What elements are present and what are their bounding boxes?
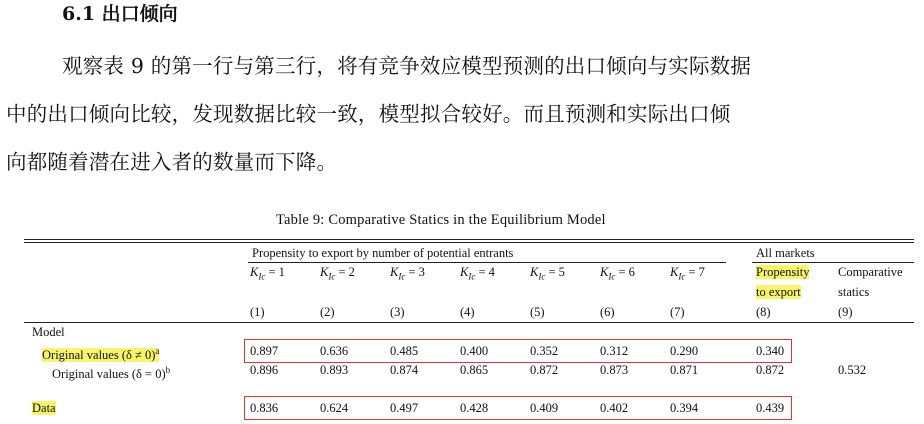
table-cell: 0.896 — [250, 363, 279, 377]
col-number-7: (7) — [670, 305, 685, 319]
table-cell: 0.874 — [390, 363, 419, 377]
col9-header-line2: statics — [838, 285, 870, 299]
row-label-original-delta-nonzero: Original values (δ ≠ 0)$^a$ — [42, 346, 160, 363]
table-cell: 0.872 — [756, 363, 785, 377]
col-number-6: (6) — [600, 305, 615, 319]
k-header-6: $K_{Ic} = 6$ — [600, 265, 635, 282]
col-number-9: (9) — [838, 305, 853, 319]
section-heading: 6.1 出口倾向 — [62, 3, 178, 25]
k-header-2: $K_{Ic} = 2$ — [320, 265, 355, 282]
col-number-8: (8) — [756, 305, 771, 319]
table-cell: 0.428 — [460, 401, 489, 415]
col-number-1: (1) — [250, 305, 265, 319]
paragraph-line-3: 向都随着潜在进入者的数量而下降。 — [6, 150, 338, 174]
col-number-5: (5) — [530, 305, 545, 319]
table-cell: 0.624 — [320, 401, 349, 415]
k-header-7: $K_{Ic} = 7$ — [670, 265, 705, 282]
table-cell: 0.897 — [250, 344, 279, 358]
table-cell: 0.402 — [600, 401, 629, 415]
paragraph-line-1: 观察表 9 的第一行与第三行，将有竞争效应模型预测的出口倾向与实际数据 — [62, 54, 752, 78]
table-cell: 0.340 — [756, 344, 785, 358]
table-cell: 0.872 — [530, 363, 559, 377]
top-rule-double — [24, 242, 914, 243]
table-cell: 0.485 — [390, 344, 419, 358]
table-cell: 0.532 — [838, 363, 867, 377]
table-cell: 0.636 — [320, 344, 349, 358]
k-header-5: $K_{Ic} = 5$ — [530, 265, 565, 282]
top-rule — [24, 239, 914, 240]
col-number-3: (3) — [390, 305, 405, 319]
header-bottom-rule — [24, 322, 914, 323]
col9-header-line1: Comparative — [838, 265, 903, 279]
group-underline — [248, 262, 726, 263]
table-cell: 0.400 — [460, 344, 489, 358]
k-header-1: $K_{Ic} = 1$ — [250, 265, 285, 282]
table-cell: 0.893 — [320, 363, 349, 377]
annotation-box-data-row — [244, 396, 792, 420]
table-cell: 0.352 — [530, 344, 559, 358]
col8-header-line1: Propensity — [756, 265, 810, 279]
table-cell: 0.497 — [390, 401, 419, 415]
table-cell: 0.394 — [670, 401, 699, 415]
col-number-4: (4) — [460, 305, 475, 319]
table-cell: 0.290 — [670, 344, 699, 358]
table-cell: 0.439 — [756, 401, 785, 415]
row-label-original-delta-zero: Original values (δ = 0)$^b$ — [52, 365, 171, 382]
table-cell: 0.312 — [600, 344, 629, 358]
annotation-box-model-row — [244, 339, 792, 363]
paragraph-line-2: 中的出口倾向比较，发现数据比较一致，模型拟合较好。而且预测和实际出口倾 — [6, 102, 731, 126]
table-caption: Table 9: Comparative Statics in the Equilibrium Model — [276, 212, 606, 228]
model-section-label: Model — [32, 325, 65, 339]
col-number-2: (2) — [320, 305, 335, 319]
group-header: Propensity to export by number of potential entrants — [252, 246, 514, 260]
table-cell: 0.873 — [600, 363, 629, 377]
table-cell: 0.409 — [530, 401, 559, 415]
all-markets-header: All markets — [756, 246, 815, 260]
table-cell: 0.836 — [250, 401, 279, 415]
table-cell: 0.865 — [460, 363, 489, 377]
table-cell: 0.871 — [670, 363, 699, 377]
k-header-3: $K_{Ic} = 3$ — [390, 265, 425, 282]
k-header-4: $K_{Ic} = 4$ — [460, 265, 495, 282]
all-markets-underline — [752, 262, 914, 263]
row-label-data: Data — [32, 401, 56, 415]
col8-header-line2: to export — [756, 285, 801, 299]
